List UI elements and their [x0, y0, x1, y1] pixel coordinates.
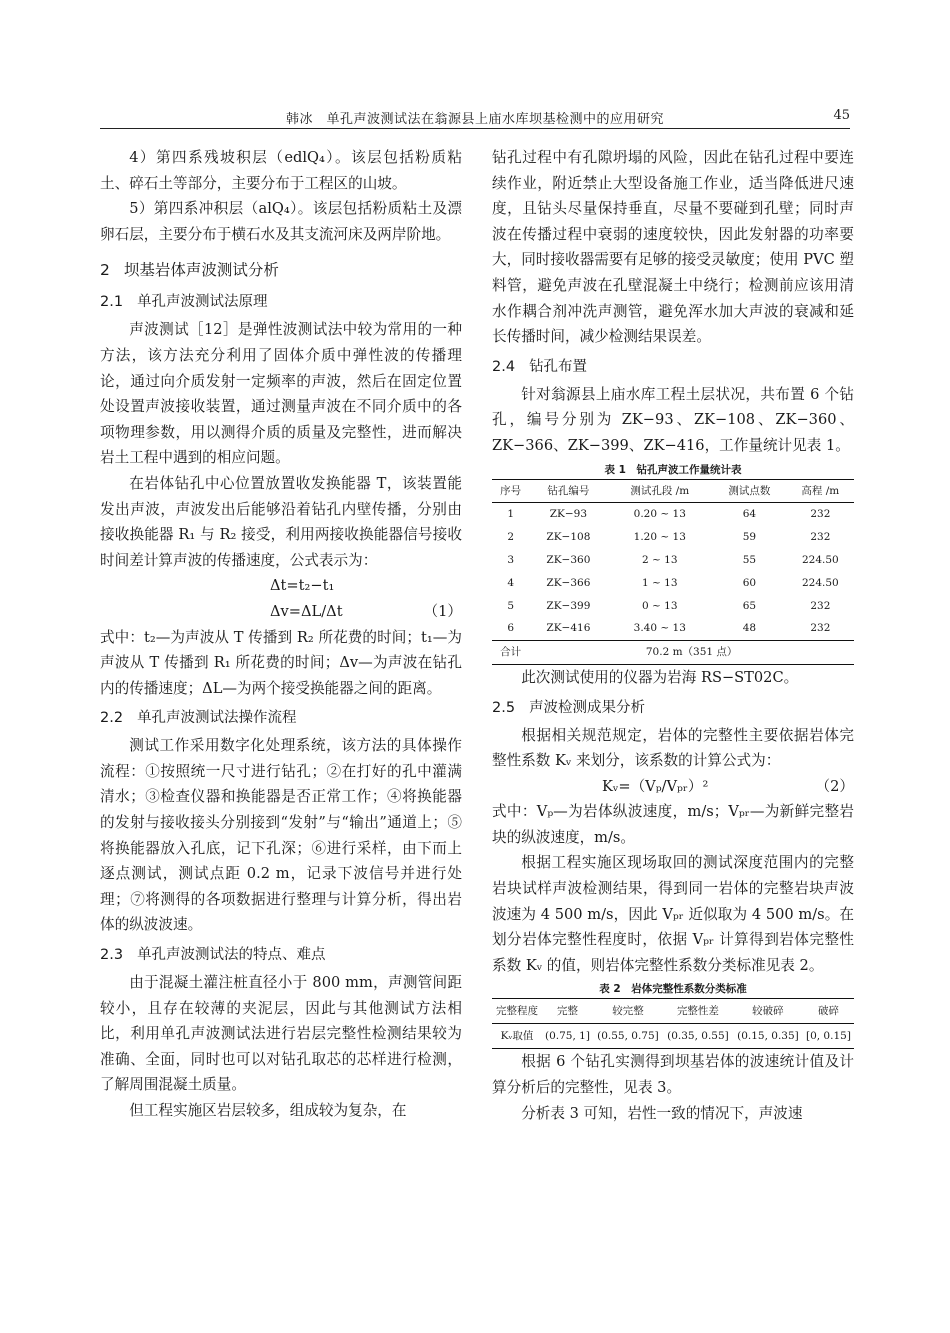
table-header-cell: 完整程度	[492, 999, 542, 1024]
subsection-number: 2.4	[492, 358, 516, 375]
table-cell: (0.55, 0.75]	[593, 1024, 663, 1049]
table-cell: 2	[507, 531, 514, 544]
table-row	[492, 549, 854, 572]
subsection-2-4-heading	[492, 354, 854, 380]
paragraph-layer5: 5）第四系冲积层（alQ₄）。该层包括粉质粘土及漂卵石层，主要分布于横石水及其支流河床及两岸阶地。	[100, 200, 462, 243]
table-cell: (0.75, 1]	[542, 1024, 593, 1049]
table-header-cell: 测试点数	[712, 479, 787, 503]
paragraph-2-1-b: 在岩体钻孔中心位置放置收发换能器 T，该装置能发出声波，声波发出后能够沿着钻孔内壁传播，分别由接收换能器 R₁ 与 R₂ 接受，利用两接收换能器信号接收时间差计算声波的传播速度，公式表示为：	[100, 474, 462, 569]
table-cell: 232	[810, 508, 831, 521]
table-header-cell: 完整性差	[663, 999, 733, 1024]
paragraph-2-2: 测试工作采用数字化处理系统，该方法的具体操作流程：①按照统一尺寸进行钻孔；②在打好的孔中灌满清水；③检查仪器和换能器是否正常工作；④将换能器的发射与接收接头分别接到“发射”与“输出”通道上；⑤将换能器放入孔底，记下孔深；⑥进行采样，由下而上逐点测试，测试点距 0.2 m，记录下波信号并进行处理；⑦将测得的各项数据进行整理与计算分析，得出岩体的纵波波速。	[100, 737, 462, 934]
table-cell: 48	[742, 622, 757, 635]
paragraph-layer4: 4）第四系残坡积层（edlQ₄）。该层包括粉质粘土、碎石土等部分，主要分布于工程区的山坡。	[100, 149, 462, 192]
table-cell: (0.35, 0.55]	[663, 1024, 733, 1049]
table-cell: ZK−93	[549, 508, 588, 521]
table-cell: 60	[742, 576, 757, 589]
table-cell: (0.15, 0.35]	[733, 1024, 803, 1049]
table-cell: 2 ~ 13	[642, 553, 678, 566]
table-cell: 3.40 ~ 13	[633, 622, 686, 635]
table-cell: 0 ~ 13	[642, 599, 678, 612]
table-cell: 3	[507, 553, 514, 566]
subsection-number: 2.5	[492, 699, 516, 716]
subsection-number: 2.1	[100, 294, 124, 311]
table-header-cell: 较破碎	[733, 999, 803, 1024]
equation-1-line-2	[100, 599, 462, 625]
table-cell: ZK−360	[546, 553, 591, 566]
paragraph-2-3-c: 钻孔过程中有孔隙坍塌的风险，因此在钻孔过程中要连续作业，附近禁止大型设备施工作业，适当降低进尺速度，且钻头尽量保持垂直，尽量不要碰到孔壁；同时声波在传播过程中衰弱的速度较快，因此发射器的功率要大，同时接收器需要有足够的接受灵敏度；使用 PVC 塑料管，避免声波在孔壁混凝土中绕行；检测前应该用清水作耦合剂冲洗声测管，避免浑水加大声波的衰减和延长传播时间，减少检测结果误差。	[492, 149, 854, 346]
table-header-cell: 钻孔编号	[529, 479, 607, 503]
paragraph-2-5-c: 根据工程实施区现场取回的测试深度范围内的完整岩块试样声波检测结果，得到同一岩体的完整岩块声波波速为 4 500 m/s，因此 Vₚᵣ 近似取为 4 500 m/s。在划分岩体完整性程度时，依据 Vₚᵣ 计算得到岩体完整性系数 Kᵥ 的值，则岩体完整性系数分类标准见表 2。	[492, 854, 854, 974]
subsection-title: 单孔声波测试法原理	[137, 294, 268, 311]
subsection-number: 2.3	[100, 947, 124, 964]
paragraph-2-5-d: 根据 6 个钻孔实测得到坝基岩体的波速统计值及计算分析后的完整性，见表 3。	[492, 1053, 854, 1097]
table-cell: 1 ~ 13	[642, 576, 678, 589]
paragraph-2-3-b: 但工程实施区岩层较多，组成较为复杂，在	[129, 1102, 407, 1119]
table-cell: 5	[507, 599, 514, 612]
paragraph-2-3-a: 由于混凝土灌注桩直径小于 800 mm，声测管间距较小，且存在较薄的夹泥层，因此与其他测试方法相比，利用单孔声波测试法进行岩层完整性检测结果较为准确、全面，同时也可以对钻孔取芯的芯样进行检测，了解周围混凝土质量。	[100, 974, 462, 1094]
table-total-row	[492, 641, 854, 665]
table-cell: 6	[507, 622, 514, 635]
table-header-row	[492, 999, 854, 1024]
table-cell: 55	[742, 553, 757, 566]
table-cell: 232	[810, 599, 831, 612]
table-row	[492, 617, 854, 640]
running-title: 韩冰 单孔声波测试法在翁源县上庙水库坝基检测中的应用研究	[285, 112, 664, 127]
subsection-number: 2.2	[100, 710, 124, 727]
paragraph-2-5-b: 式中：Vₚ—为岩体纵波速度，m/s；Vₚᵣ—为新鲜完整岩块的纵波速度，m/s。	[492, 803, 854, 846]
table-cell: 0.20 ~ 13	[633, 508, 686, 521]
subsection-2-3-heading	[100, 942, 462, 968]
equation-1-number: （1）	[423, 602, 462, 620]
table-1	[492, 479, 854, 665]
table-cell: 4	[507, 576, 514, 589]
subsection-2-5-heading	[492, 695, 854, 721]
table-header-cell: 序号	[492, 479, 529, 503]
table-row	[492, 572, 854, 595]
equation-2-line	[492, 774, 854, 800]
table-row	[492, 503, 854, 526]
subsection-title: 钻孔布置	[529, 358, 588, 375]
table-header-row	[492, 479, 854, 503]
table-header-cell: 破碎	[803, 999, 854, 1024]
table-row	[492, 595, 854, 618]
paragraph-2-4: 针对翁源县上庙水库工程土层状况，共布置 6 个钻孔，编号分别为 ZK−93、ZK−108、ZK−360、ZK−366、ZK−399、ZK−416，工作量统计见表 1。	[492, 385, 854, 454]
table-cell: 59	[742, 531, 757, 544]
page-number: 45	[833, 108, 850, 123]
table-2	[492, 998, 854, 1049]
subsection-title: 声波检测成果分析	[529, 699, 646, 716]
table-header-cell: 测试孔段 /m	[607, 479, 712, 503]
table-cell: 224.50	[801, 576, 839, 589]
subsection-title: 单孔声波测试法操作流程	[137, 710, 297, 727]
equation-2-number: （2）	[815, 777, 854, 795]
right-column	[492, 145, 854, 1126]
left-column	[100, 145, 462, 1124]
table-row	[492, 1024, 854, 1049]
table-cell: ZK−416	[546, 622, 591, 635]
table-cell: 1	[507, 508, 514, 521]
section-number: 2	[100, 261, 110, 280]
equation-1b: Δv=ΔL/Δt	[270, 602, 343, 620]
table-cell: 232	[810, 622, 831, 635]
table-header-cell: 完整	[542, 999, 593, 1024]
table-cell: ZK−366	[546, 576, 591, 589]
table-header-cell: 高程 /m	[787, 479, 854, 503]
table-2-caption: 表 2 岩体完整性系数分类标准	[599, 983, 747, 996]
equation-1-line-1	[100, 573, 462, 599]
running-header	[100, 108, 850, 129]
table-cell: 232	[810, 531, 831, 544]
table-1-caption: 表 1 钻孔声波工作量统计表	[604, 463, 742, 476]
section-title: 坝基岩体声波测试分析	[123, 261, 279, 280]
section-2-heading	[100, 257, 462, 283]
equation-1a: Δt=t₂−t₁	[270, 577, 335, 595]
paragraph-2-5-e: 分析表 3 可知，岩性一致的情况下，声波速	[521, 1104, 803, 1122]
table-cell: 1.20 ~ 13	[633, 531, 686, 544]
table-row	[492, 526, 854, 549]
table-total-value: 70.2 m（351 点）	[529, 641, 854, 665]
table-cell: 64	[742, 508, 757, 521]
paragraph-2-1-c: 式中：t₂—为声波从 T 传播到 R₂ 所花费的时间；t₁—为声波从 T 传播到 R₁ 所花费的时间；Δv—为声波在钻孔内的传播速度；ΔL—为两个接受换能器之间的距离。	[100, 628, 462, 697]
table-cell: 65	[742, 599, 757, 612]
table-total-label: 合计	[492, 641, 529, 665]
equation-2: Kᵥ=（Vₚ/Vₚᵣ）²	[602, 777, 709, 795]
subsection-2-1-heading	[100, 289, 462, 315]
table-cell: 224.50	[801, 553, 839, 566]
subsection-title: 单孔声波测试法的特点、难点	[137, 947, 326, 964]
paragraph-2-1-a: 声波测试［12］是弹性波测试法中较为常用的一种方法，该方法充分利用了固体介质中弹性波的传播理论，通过向介质发射一定频率的声波，然后在固定位置处设置声波接收装置，通过测量声波在不同介质中的各项物理参数，用以测得介质的质量及完整性，进而解决岩土工程中遇到的相应问题。	[100, 321, 462, 467]
paragraph-2-5-a: 根据相关规范规定，岩体的完整性主要依据岩体完整性系数 Kᵥ 来划分，该系数的计算公式为：	[492, 726, 854, 770]
table-cell: ZK−108	[546, 531, 591, 544]
table-row-label: Kᵥ取值	[492, 1024, 542, 1049]
table-cell: ZK−399	[546, 599, 591, 612]
paragraph-instrument: 此次测试使用的仪器为岩海 RS−ST02C。	[521, 668, 799, 686]
table-header-cell: 较完整	[593, 999, 663, 1024]
subsection-2-2-heading	[100, 705, 462, 731]
table-cell: [0, 0.15]	[803, 1024, 854, 1049]
